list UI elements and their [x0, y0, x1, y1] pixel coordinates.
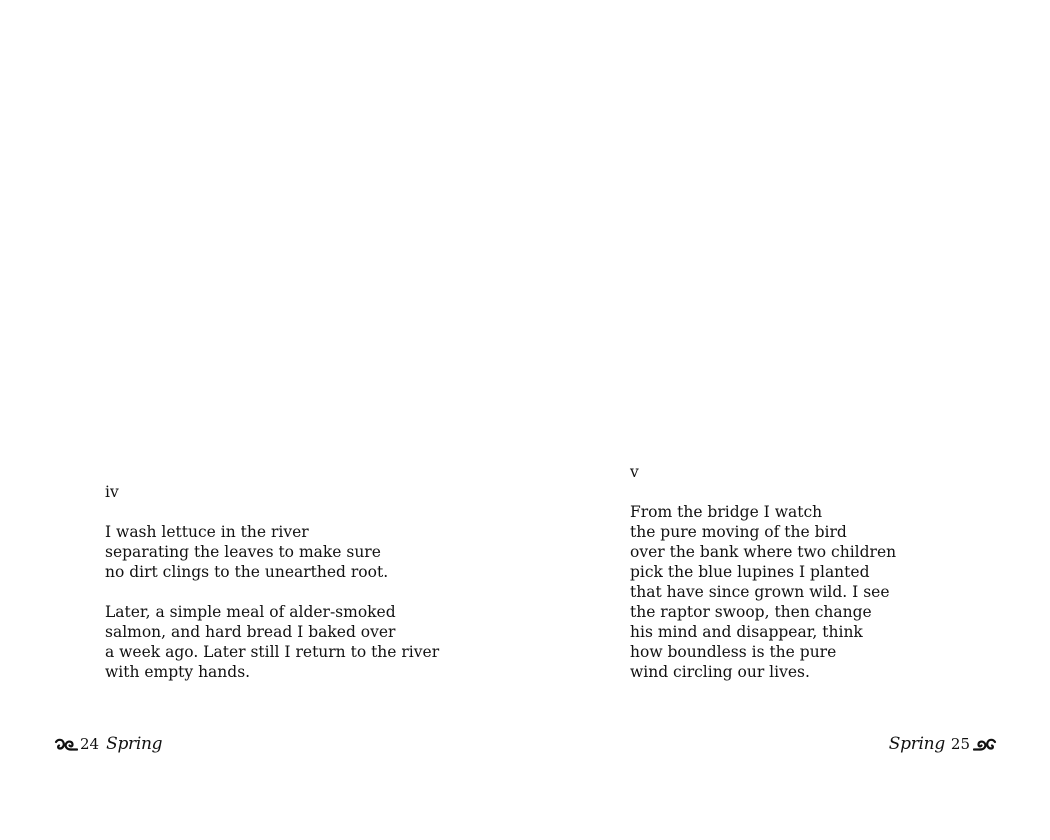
swirl-ornament-icon [973, 736, 997, 752]
page-number: 25 [950, 735, 970, 753]
poem-line: I wash lettuce in the river [105, 523, 309, 541]
stanza-2 [105, 602, 439, 682]
poem-line: From the bridge I watch [630, 503, 823, 521]
stanza-1 [105, 522, 439, 582]
stanza-break [630, 482, 896, 502]
poem-line: wind circling our lives. [630, 663, 810, 681]
poem-line: how boundless is the pure [630, 643, 837, 661]
right-folio [889, 732, 997, 756]
poem-line: no dirt clings to the unearthed root. [105, 563, 389, 581]
right-page [525, 0, 1050, 840]
stanza-1 [630, 502, 896, 682]
poem-line: the pure moving of the bird [630, 523, 847, 541]
poem-iv [105, 482, 439, 682]
poem-line: his mind and disappear, think [630, 623, 863, 641]
poem-line: pick the blue lupines I planted [630, 563, 870, 581]
poem-line: the raptor swoop, then change [630, 603, 872, 621]
poem-line: salmon, and hard bread I baked over [105, 623, 396, 641]
poem-line: that have since grown wild. I see [630, 583, 890, 601]
stanza-break [105, 502, 439, 522]
poem-line: Later, a simple meal of alder-smoked [105, 603, 396, 621]
poem-line: separating the leaves to make sure [105, 543, 381, 561]
section-title: Spring [106, 734, 163, 754]
swirl-ornament-icon [54, 736, 78, 752]
stanza-break [105, 582, 439, 602]
poem-numeral: iv [105, 483, 119, 501]
section-title: Spring [888, 734, 945, 754]
poem-line: with empty hands. [105, 663, 251, 681]
left-folio [54, 732, 162, 756]
poem-line: a week ago. Later still I return to the river [105, 643, 440, 661]
poem-numeral: v [630, 463, 639, 481]
poem-line: over the bank where two children [630, 543, 897, 561]
poem-v [630, 462, 896, 682]
page-number: 24 [80, 735, 100, 753]
